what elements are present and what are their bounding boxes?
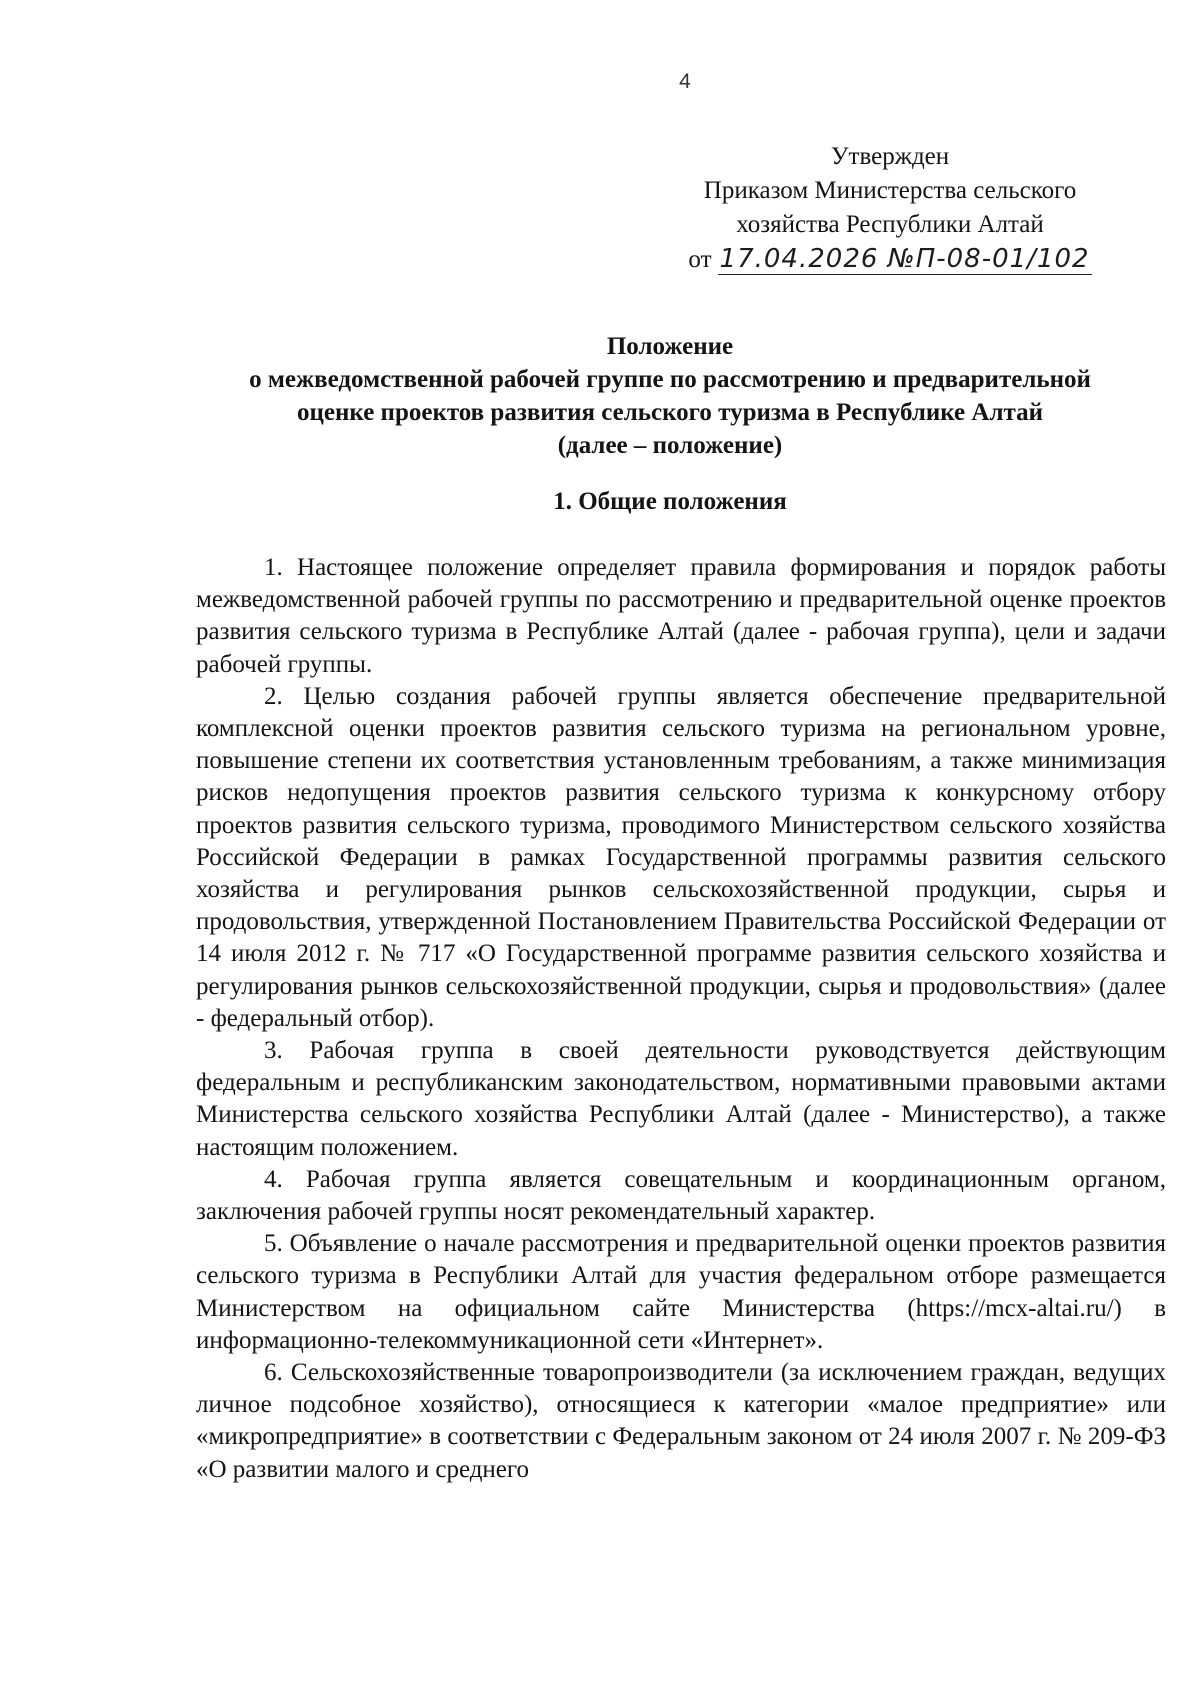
approval-stamp-block [660, 140, 1120, 282]
page-number: 4 [679, 70, 691, 93]
paragraph: 1. Настоящее положение определяет правила формирования и порядок работы межведомственной рабочей группы по рассмотрению и предварительной оценке проектов развития сельского туризма в Республике Алтай (далее - рабочая группа), цели и задачи рабочей группы. [196, 554, 1166, 678]
approval-date-line [660, 242, 1120, 282]
handwritten-date-number: 17.04.2026 №П-08-01/102 [719, 244, 1090, 274]
approval-line-order: Приказом Министерства сельского [703, 177, 1077, 204]
approval-date-prefix: от [688, 246, 712, 273]
approval-line-ministry: хозяйства Республики Алтай [736, 211, 1044, 238]
document-title-line3: оценке проектов развития сельского туризма в Республике Алтай [297, 399, 1043, 426]
document-title-line2: о межведомственной рабочей группе по рассмотрению и предварительной [249, 366, 1091, 393]
document-title-main: Положение [606, 333, 734, 360]
document-title-line4: (далее – положение) [557, 432, 783, 459]
paragraph: 3. Рабочая группа в своей деятельности руководствуется действующим федеральным и республиканским законодательством, нормативными правовыми актами Министерства сельского хозяйства Республики Алтай (далее - Министерство), а также настоящим положением. [196, 1037, 1166, 1161]
paragraph: 6. Сельскохозяйственные товаропроизводители (за исключением граждан, ведущих личное подсобное хозяйство), относящиеся к категории «малое предприятие» или «микропредприятие» в соответствии с Федеральным законом от 24 июля 2007 г. № 209-ФЗ «О развитии малого и среднего [196, 1359, 1166, 1483]
paragraph: 4. Рабочая группа является совещательным и координационным органом, заключения рабочей группы носят рекомендательный характер. [196, 1165, 1166, 1226]
paragraph: 2. Целью создания рабочей группы является обеспечение предварительной комплексной оценки проектов развития сельского туризма на региональном уровне, повышение степени их соответствия установленным требованиям, а также минимизация рисков недопущения проектов развития сельского туризма к конкурсному отбору проектов развития сельского туризма, проводимого Министерством сельского хозяйства Российской Федерации в рамках Государственной программы развития сельского хозяйства и регулирования рынков сельскохозяйственной продукции, сырья и продовольствия, утвержденной Постановлением Правительства Российской Федерации от 14 июля 2012 г. № 717 «О Государственной программе развития сельского хозяйства и регулирования рынков сельскохозяйственной продукции, сырья и продовольствия» (далее - федеральный отбор). [196, 682, 1166, 1032]
approval-line-approved: Утвержден [830, 143, 950, 170]
paragraph: 5. Объявление о начале рассмотрения и предварительной оценки проектов развития сельского туризма в Республики Алтай для участия федеральном отборе размещается Министерством на официальном сайте Министерства (https://mcx-altai.ru/) в информационно-телекоммуникационной сети «Интернет». [196, 1230, 1166, 1354]
document-title [180, 330, 1160, 462]
section-body [196, 552, 1166, 1486]
section-heading: 1. Общие положения [553, 488, 787, 515]
